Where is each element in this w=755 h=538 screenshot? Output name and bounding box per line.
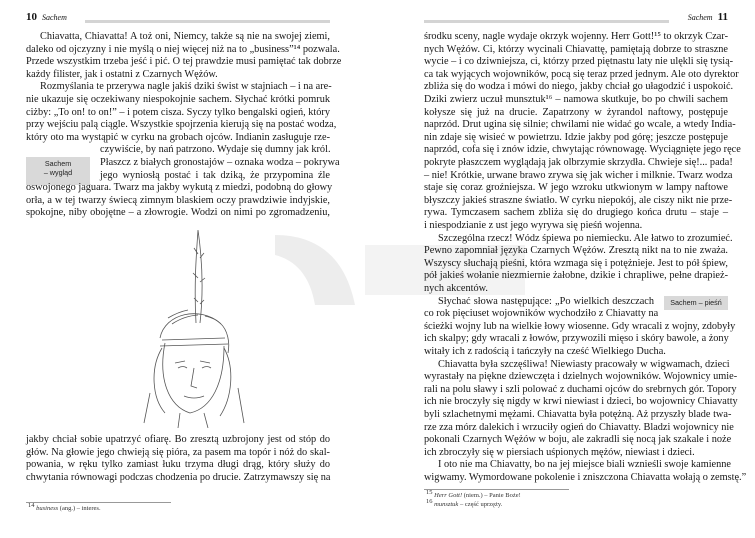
text-line: staje się coraz groźniejsza. W jego wzroku utkwionym w lampy naftowe [424, 182, 728, 194]
footnote-rule [26, 502, 171, 503]
text-line: wycie – i co dziwniejsza, ci, którzy przed piętnastu laty nie ulękli się tysią- [424, 56, 734, 68]
text-line: który oto ma wystąpić w cyrku na grobach ojców. Indianin zasługuje rze- [26, 131, 330, 143]
text-line: pokryte płaszczem wyglądają jak olbrzymie skrzydła. Chwieje się!... pada! [424, 156, 733, 168]
footnote [28, 501, 101, 513]
footnote-mark: 15 [426, 488, 433, 496]
text-line: nie ukazuje się oczekiwany niespokojnie sachem. Słychać krótki pomruk [26, 93, 330, 105]
sidenote-box [26, 157, 90, 185]
text-block [424, 320, 747, 485]
footnote-text: (ang.) – interes. [58, 505, 101, 512]
text-line: wyrastały na piękne dziewczęta i dzielnych wojowników. Wojownicy umie- [424, 371, 738, 383]
text-line: jego wyniosłą postać i tak dziką, że przypomina źle [100, 169, 330, 181]
text-line: przy wejściu palą ciągle. Wszystkie spojrzenia kierują się na postać wodza, [26, 119, 337, 131]
text-line: kołysze się już na drucie. Zapatrzony w żyrandol naftowy, postępuje [424, 106, 728, 118]
text-line: Dziki zwierz uczuł munsztuk¹⁶ – namowa skutkuje, bo po chwili sachem [424, 93, 728, 105]
text-line: chwytania równowagi podczas chodzenia po drucie. Zatrzymawszy się na [26, 471, 331, 483]
text-line: środku sceny, nagle wydaje okrzyk wojenny. Herr Gott!¹⁵ to okrzyk Czar- [424, 31, 728, 42]
page-header [683, 11, 728, 23]
text-line: Płaszcz z białych gronostajów – oznaka wodza – pokrywa [100, 156, 340, 168]
footnote-rule [424, 489, 569, 490]
text-line: spokojne, niby obojętne – a złowrogie. Wodzi on nimi po zgromadzeniu, [26, 207, 330, 219]
text-line: Szczególna rzecz! Wódz śpiewa po niemiecku. Ale łatwo to zrozumieć. [438, 232, 733, 244]
text-line: czywiście, by nań patrzono. Wydaje się dumny jak król. [100, 144, 331, 156]
text-line: Pewno zapomniał języka Czarnych Wężów. Zresztą nikt na to nie zważa. [424, 245, 728, 257]
text-line: orła, a w tej twarzy świecą zimnym blaskiem oczy prawdziwie indyjskie, [26, 194, 330, 206]
sidenote-line: Sachem – pieśń [670, 298, 722, 307]
text-line: powania, w ręku tylko zamiast łuku trzyma długi drąg, który służy do [26, 459, 330, 471]
page-number: 11 [717, 11, 728, 23]
text-line: jakby chciał sobie upatrzyć ofiarę. Bo zresztą uzbrojony jest od stóp do [26, 434, 330, 445]
sidenote-line: Sachem [44, 159, 72, 168]
text-line: każdy filister, jak i ostatni z Czarnych Wężów. [26, 68, 218, 80]
sidenote-box [664, 296, 728, 310]
text-line: Chiavatta była szczęśliwa! Niewiasty pracowały w wigwamach, dzieci [438, 358, 730, 370]
footnotes [28, 501, 101, 513]
text-line: ich nie broczyły się nigdy w krwi niewiast i dzieci, bo wojownicy Chiavatty [424, 396, 738, 408]
footnote [426, 497, 521, 509]
text-line: nin zdaje się wisieć w powietrzu. Idzie jakby pod górę; jeszcze postępuje [424, 131, 728, 143]
text-line: ciżby: „To on! to on!” – i potem cisza. Syczy tylko bengalski ogień, który [26, 106, 330, 118]
right-page [377, 0, 754, 538]
footnote-term: business [36, 505, 59, 512]
text-line: pokonali Czarnych Wężów w boju, ale zakradli się nocą jak szakale i noże [424, 434, 732, 446]
text-block [100, 144, 340, 182]
sachem-illustration [120, 228, 260, 428]
text-line: Wszyscy słuchają pieśni, która wzmaga się i potężnieje. Jest to pół śpiew, [424, 257, 728, 269]
sidenote-line: – wygląd [43, 168, 73, 177]
text-line: pół jakieś wołanie niezmiernie żałobne, dzikie i chrapliwe, pełne drapież- [424, 270, 728, 282]
text-line: ścieżki wojny lub na wielkie łowy wiosenne. Gdy wracali z wojny, zdobyły [424, 320, 736, 332]
running-head: Sachem [42, 13, 67, 22]
header-rule [424, 20, 669, 23]
text-line: Chiavatta, Chiavatta! A toż oni, Niemcy, także są nie na swojej ziemi, [40, 31, 330, 42]
text-block [26, 182, 333, 220]
header-rule [85, 20, 330, 23]
text-line: nych Wężów. Ci, którzy wycinali Chiavattę, pamiętają dobrze to straszne [424, 43, 728, 55]
text-line: Przede wszystkim trzeba jeść i pić. O tej prawdzie musi pamiętać tak dobrze [26, 56, 342, 68]
text-line: głów. Na głowie jego chwieją się pióra, za pasem ma topór i nóż do skal- [26, 446, 330, 458]
text-line: co rok pięciuset wojowników wychodziło z Chiavatty na [424, 308, 659, 320]
text-block [424, 31, 741, 295]
footnote-mark: 14 [28, 501, 35, 509]
text-block [26, 434, 330, 484]
text-line: Rozmyślania te przerywa nagle jakiś dziki świst w stajniach – i na are- [40, 81, 332, 93]
footnote [426, 488, 521, 500]
text-line: rze zza mórz dalekich i wrzuciły ogień do Chiavatty. Bladzi wojownicy nie [424, 421, 734, 433]
footnote-term: munsztuk [434, 501, 459, 508]
footnote-text: – część uprzęży. [458, 501, 503, 508]
text-line: naprzód. Drut ugina się silnie; chwilami nie widać go wcale, a wtedy India- [424, 119, 736, 131]
running-head: Sachem [687, 13, 713, 22]
text-line: zbliża się do wodza i mówi do niego, jakby chciał go ułagodzić i uspokoić. [424, 81, 734, 93]
page-header [26, 11, 72, 23]
text-line: ich zbroczyły się w piersiach uśpionych mężów, niewiast i dzieci. [424, 446, 695, 458]
text-line: I oto nie ma Chiavatty, bo na jej miejsce biali wznieśli swoje kamienne [438, 459, 731, 471]
text-line: nych akcentów. [424, 282, 488, 294]
text-line: rywa. Tymczasem sachem zbliża się do drugiego końca drutu – staje – [424, 207, 728, 219]
text-line: ca tak wyjących wojowników, pocą się teraz przed jednym. Ale oto dyrektor [424, 68, 739, 80]
footnote-mark: 16 [426, 497, 433, 505]
footnote-text: (niem.) – Panie Boże! [462, 492, 521, 499]
footnotes [426, 488, 521, 509]
text-line: – nie! Krótkie, urwane brawo zrywa się jak wicher i milknie. Twarz wodza [424, 169, 733, 181]
left-page [0, 0, 377, 538]
text-line: błyszczy jakieś straszne światło. W cyrku niepokój, ale ciszy nikt nie prze- [424, 194, 733, 206]
text-line: Słychać słowa następujące: „Po wielkich deszczach [438, 295, 654, 307]
text-line: oswojonego jaguara. Twarz ma jakby wykutą z miedzi, podobną do głowy [26, 182, 333, 194]
text-line: byli szlachetnymi mężami. Chiavatta była potężną. Aż przyszły blade twa- [424, 408, 732, 420]
page-number: 10 [26, 11, 37, 23]
text-block [26, 31, 342, 144]
text-line: ich skalpy; gdy wracali z łowów, przywozili mięso i skóry bawole, a żony [424, 333, 729, 345]
text-line: witały ich z radością i tańczyły na cześć Wielkiego Ducha. [424, 345, 666, 357]
text-line: naprzód, cofa się i znów idzie, chwytając równowagę. Wyciągnięte jego ręce [424, 144, 741, 156]
text-line: daleko od ojczyzny i nie myślą o niej więcej niż na to „business”¹⁴ pozwala. [26, 43, 340, 55]
text-block [424, 295, 659, 321]
text-line: rali na polu sławy i szli polować z duchami ojców do srebrnych gór. Topory [424, 383, 737, 395]
text-line: i niespodzianie z ust jego wyrywa się pieśń wojenna. [424, 219, 643, 231]
footnote-term: Herr Gott! [434, 492, 463, 499]
text-line: wigwamy. Wymordowane pokolenie i zniszczona Chiavatta wołają o zemstę.” [424, 471, 747, 483]
